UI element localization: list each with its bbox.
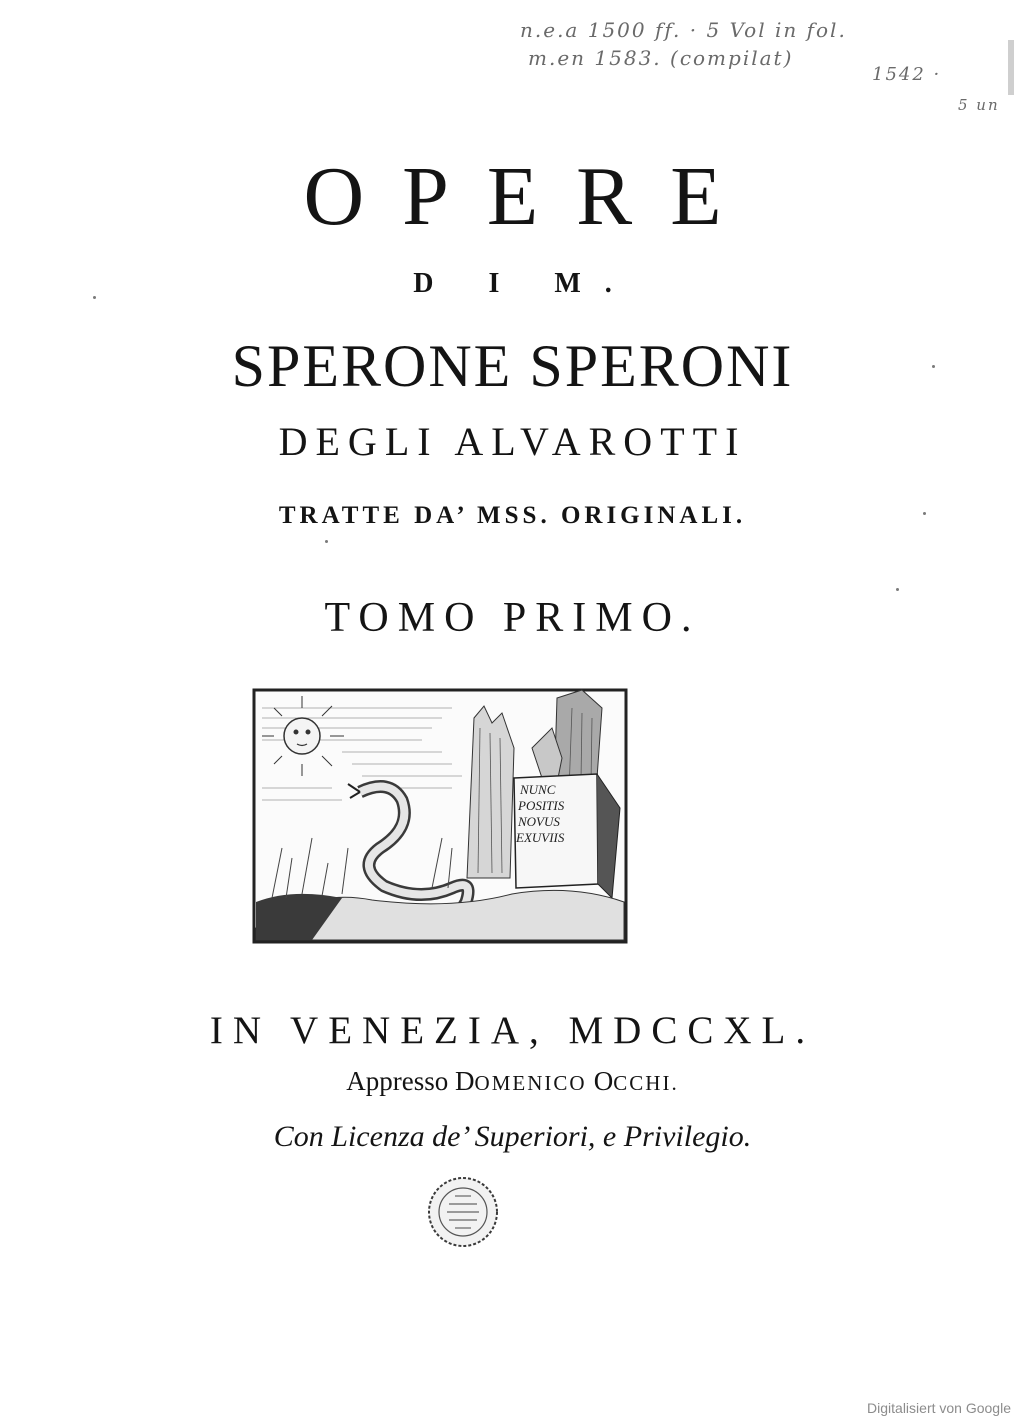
engraved-vignette bbox=[252, 688, 628, 944]
digitization-watermark: Digitalisiert von Google bbox=[867, 1400, 1011, 1416]
motto-line-3: NOVUS bbox=[518, 814, 560, 829]
printer-d: D bbox=[455, 1066, 475, 1096]
author-family: DEGLI ALVAROTTI bbox=[278, 419, 747, 464]
printer-o: O bbox=[593, 1066, 614, 1096]
handwritten-mark-2: m.en 1583. (compilat) bbox=[528, 46, 794, 70]
paper-speck bbox=[93, 296, 96, 299]
motto-line-4: EXUVIIS bbox=[516, 830, 565, 845]
imprint-place-date: IN VENEZIA, MDCCXL. bbox=[209, 1009, 816, 1052]
volume-label: TOMO PRIMO. bbox=[324, 595, 701, 641]
handwritten-mark-1: n.e.a 1500 ff. · 5 Vol in fol. bbox=[520, 18, 847, 42]
paper-speck bbox=[896, 588, 899, 591]
library-seal-stamp bbox=[423, 1172, 503, 1252]
printer-cchi: CCHI. bbox=[613, 1071, 679, 1095]
imprint-printer bbox=[0, 1066, 1025, 1097]
motto-line-2: POSITIS bbox=[518, 798, 565, 813]
motto-line-1: NUNC bbox=[520, 782, 556, 797]
handwritten-mark-3: 1542 · bbox=[872, 64, 942, 85]
page-edge-mark bbox=[1008, 40, 1014, 95]
paper-speck bbox=[923, 512, 926, 515]
printer-prefix: Appresso bbox=[346, 1066, 456, 1096]
title-of-line: D I M. bbox=[413, 268, 636, 299]
paper-speck bbox=[325, 540, 328, 543]
author-name: SPERONE SPERONI bbox=[231, 333, 794, 399]
paper-speck bbox=[932, 365, 935, 368]
handwritten-mark-4: 5 un bbox=[958, 96, 1000, 114]
motto-tablet bbox=[514, 774, 620, 898]
printer-omenico: OMENICO bbox=[474, 1071, 594, 1095]
source-note: TRATTE DA’ MSS. ORIGINALI. bbox=[278, 502, 747, 529]
page-title: OPERE bbox=[303, 150, 760, 243]
imprint-license: Con Licenza de’ Superiori, e Privilegio. bbox=[273, 1120, 752, 1153]
